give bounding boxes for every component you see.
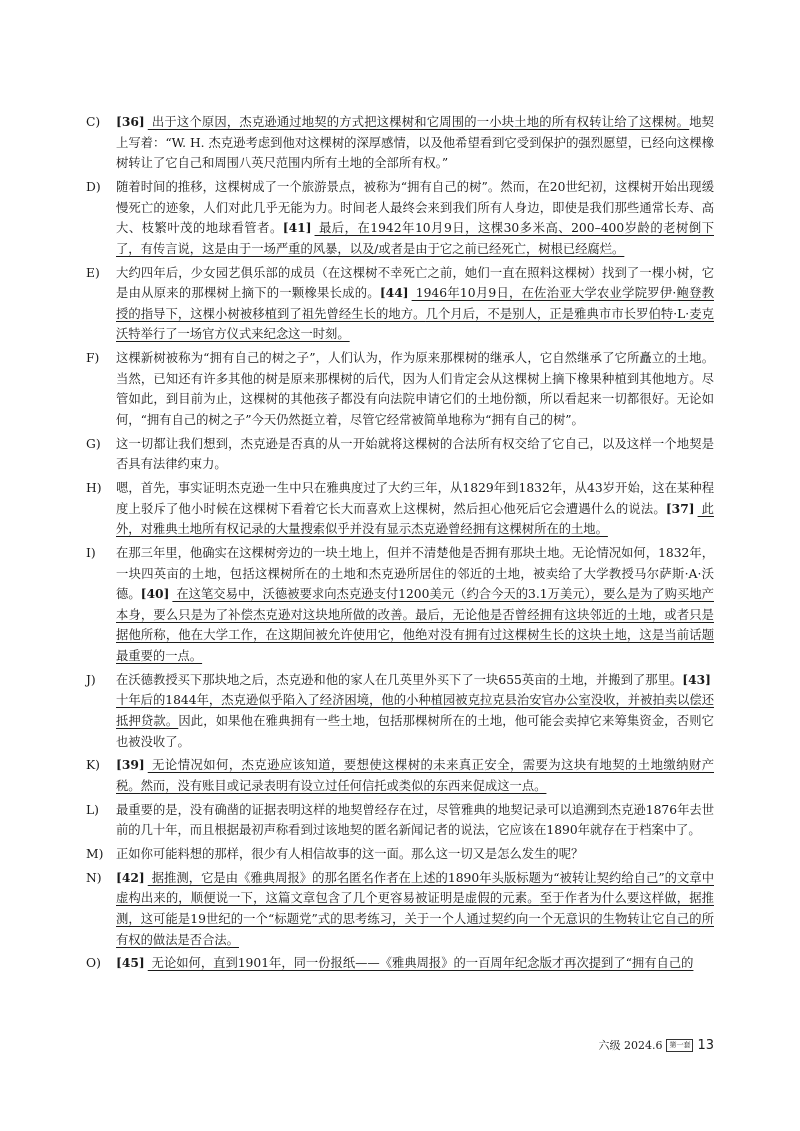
paragraph — [86, 177, 714, 259]
underlined-text: 十年后的1844年，杰克逊似乎陷入了经济困境，他的小种植园被克拉克县治安官办公室没收，并被拍卖以偿还抵押贷款。 — [116, 693, 714, 728]
paragraph-text: 地契上写着：“W. H. 杰克逊考虑到他对这棵树的深厚感情，以及他希望看到它受到保护的强烈愿望，已经向这棵橡树转让了它自己和周围八英尺范围内所有土地的全部所有权。” — [116, 115, 714, 171]
question-number: [41] — [282, 220, 312, 236]
paragraph — [86, 543, 714, 667]
paragraph-text: 嗯，首先，事实证明杰克逊一生中只在雅典度过了大约三年，从1829年到1832年，从43岁开始，这在某种程度上驳斥了他小时候在这棵树下看着它长大而喜欢上这棵树，然后担心他死后它会遭遇什么的说法。 — [116, 481, 714, 516]
underlined-text: 出于这个原因，杰克逊通过地契的方式把这棵树和它周围的一小块土地的所有权转让给了这棵树。 — [147, 115, 690, 129]
question-number: [44] — [379, 285, 409, 301]
paragraph-label: G) — [86, 436, 101, 451]
question-number: [42] — [116, 869, 145, 885]
set-badge: 第一套 — [666, 1039, 693, 1052]
paragraph-label: I) — [86, 546, 96, 560]
page-footer — [598, 1037, 714, 1053]
paragraph-text: 正如你可能料想的那样，很少有人相信故事的这一面。那么这一切又是怎么发生的呢？ — [116, 847, 584, 862]
paragraph — [86, 800, 714, 841]
underlined-text: 在这笔交易中，沃德被要求向杰克逊支付1200美元（约合今天的3.1万美元），要么是为了购买地产本身，要么只是为了补偿杰克逊对这块地所做的改善。 — [116, 587, 714, 622]
page-number: 13 — [697, 1037, 714, 1053]
paragraph-label: F) — [86, 351, 100, 366]
paragraph-label: M) — [86, 847, 104, 862]
paragraph-label: E) — [86, 265, 100, 280]
question-number: [43] — [682, 671, 711, 687]
paragraph-text: 大约四年后，少女园艺俱乐部的成员（在这棵树不幸死亡之前，她们一直在照料这棵树）找到了一棵小树，它是由从原来的那棵树上摘下的一颗橡果长成的。 — [116, 265, 714, 301]
question-number: [39] — [116, 757, 145, 773]
paragraph-text: 因此，如果他在雅典拥有一些土地，包括那棵树所在的土地，他可能会卖掉它来筹集资金，否则它也被没收了。 — [116, 713, 714, 749]
paragraph-label: N) — [86, 870, 102, 885]
paragraph — [86, 844, 714, 865]
underlined-text: 最后，在1942年10月9日，这棵30多米高、200–400岁龄的老树倒下了，有传言说，这是由于一场严重的风暴，以及/或者是由于它之前已经死亡，树根已经腐烂。 — [116, 221, 714, 256]
question-number: [40] — [140, 586, 170, 602]
paragraph — [86, 478, 714, 540]
underlined-text: 几个月后，不是别人，正是雅典市市长罗伯特·L·麦克沃特举行了一场官方仪式来纪念这一时刻。 — [116, 306, 714, 342]
paragraph-label: C) — [86, 115, 101, 129]
paragraph — [86, 755, 714, 796]
underlined-text: 1946年10月9日，在佐治亚大学农业学院罗伊·鲍登教授的指导下，这棵小树被移植到了祖先曾经生长的地方。 — [116, 286, 714, 321]
paragraph-text: 这一切都让我们想到，杰克逊是否真的从一开始就将这棵树的合法所有权交给了它自己，以及这样一个地契是否具有法律约束力。 — [116, 436, 714, 472]
footer-label: 六级 2024.6 — [598, 1039, 663, 1052]
paragraph — [86, 434, 714, 475]
paragraph-text: 最重要的是，没有确凿的证据表明这样的地契曾经存在过，尽管雅典的地契记录可以追溯到杰克逊1876年去世前的几十年，而且根据最初声称看到过该地契的匿名新闻记者的说法，它应该在1890年就存在于档案中了。 — [116, 802, 714, 838]
underlined-text: 据推测，它是由《雅典周报》的那名匿名作者在上述的1890年头版标题为“被转让契约给自己”的文章中虚构出来的，顺便说一下，这篇文章包含了几个更容易被证明是虚假的元素。 — [116, 870, 714, 906]
paragraph-label: K) — [86, 758, 100, 773]
paragraph-label: L) — [86, 802, 99, 817]
paragraph — [86, 112, 714, 174]
underlined-text: 然而，没有账目或记录表明有设立过任何信托或类似的东西来促成这一点。 — [140, 778, 547, 793]
question-number: [36] — [116, 114, 145, 129]
question-number: [45] — [116, 955, 145, 971]
underlined-text: 无论情况如何，杰克逊应该知道，要想使这棵树的未来真正安全，需要为这块有地契的土地缴纳财产税。 — [116, 758, 714, 793]
paragraph-text: 随着时间的推移，这棵树成了一个旅游景点，被称为“拥有自己的树”。然而，在20世纪初，这棵树开始出现缓慢死亡的迹象，人们对此几乎无能为力。时间老人最终会来到我们所有人身边，即使是我们那些通常长寿、高大、枝繁叶茂的地球看管者。 — [116, 179, 714, 236]
underlined-text: 最后，无论他是否曾经拥有这块邻近的土地，或者只是据他所称，他在大学工作，在这期间被允许使用它，他绝对没有拥有过这棵树生长的这块土地，这是当前话题最重要的一点。 — [116, 607, 714, 663]
paragraph-label: H) — [86, 481, 102, 496]
paragraph-label: O) — [86, 956, 101, 971]
paragraph-text: 在那三年里，他确实在这棵树旁边的一块土地上，但并不清楚他是否拥有那块土地。无论情况如何，1832年，一块四英亩的土地，包括这棵树所在的土地和杰克逊所居住的邻近的土地，被卖给了大学教授马尔萨斯·A·沃德。 — [116, 546, 714, 602]
underlined-text: 至于作者为什么要这样做，据推测，这可能是19世纪的一个“标题党”式的思考练习，关于一个人通过契约向一个无意识的生物转让它自己的所有权的做法是否合法。 — [116, 891, 714, 947]
paragraph — [86, 348, 714, 430]
paragraph-text: 在沃德教授买下那块地之后，杰克逊和他的家人在几英里外买下了一块655英亩的土地，并搬到了那里。 — [116, 672, 683, 687]
paragraph-label: D) — [86, 179, 101, 194]
paragraph — [86, 670, 714, 752]
passage-body — [86, 112, 714, 977]
paragraph — [86, 953, 714, 974]
question-number: [37] — [665, 500, 695, 516]
underlined-text: 此外，对雅典土地所有权记录的大量搜索似乎并没有显示杰克逊曾经拥有这棵树所在的土地。 — [116, 501, 714, 537]
paragraph-label: J) — [86, 672, 96, 687]
paragraph — [86, 868, 714, 950]
paragraph-text: 这棵新树被称为“拥有自己的树之子”，人们认为，作为原来那棵树的继承人，它自然继承了它所矗立的土地。当然，已知还有许多其他的树是原来那棵树的后代，因为人们肯定会从这棵树上摘下橡果种植到其他地方。尽管如此，到目前为止，这棵树的其他孩子都没有向法院申请它们的土地份额，所以看起来一切都很好。无论如何，“拥有自己的树之子”今天仍然挺立着，尽管它经常被简单地称为“拥有自己的树”。 — [116, 351, 714, 427]
underlined-text: 无论如何，直到1901年，同一份报纸——《雅典周报》的一百周年纪念版才再次提到了“拥有自己的 — [147, 956, 694, 971]
paragraph — [86, 263, 714, 345]
